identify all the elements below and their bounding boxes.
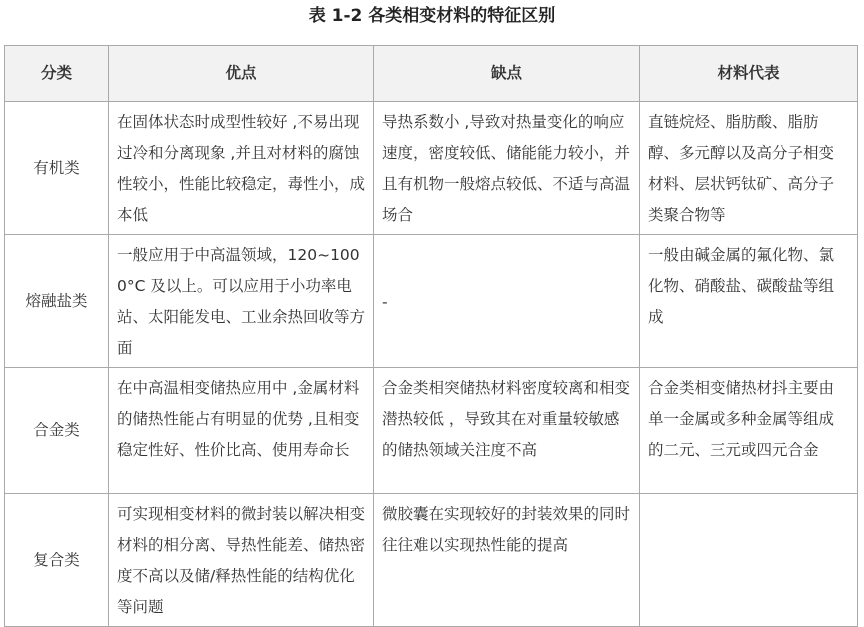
disadvantages-cell: 合金类相突储热材料密度较离和相变潜热较低 ，导致其在对重量较敏感的储热领域关注度不高 xyxy=(374,368,640,494)
category-cell: 合金类 xyxy=(5,368,109,494)
header-advantages: 优点 xyxy=(109,46,374,102)
table-row xyxy=(5,494,858,627)
materials-cell: 一般由碱金属的氟化物、氯化物、硝酸盐、碳酸盐等组成 xyxy=(640,235,858,368)
advantages-cell: 一般应用于中高温领域，120~1000°C 及以上。可以应用于小功率电站、太阳能发电、工业余热回收等方面 xyxy=(109,235,374,368)
table-header-row xyxy=(5,46,858,102)
category-cell: 熔融盐类 xyxy=(5,235,109,368)
disadvantages-cell: 导热系数小 ,导致对热量变化的响应速度，密度较低、储能能力较小，并且有机物一般熔点较低、不适与高温场合 xyxy=(374,102,640,235)
category-cell: 有机类 xyxy=(5,102,109,235)
header-materials: 材料代表 xyxy=(640,46,858,102)
table-row xyxy=(5,235,858,368)
header-disadvantages: 缺点 xyxy=(374,46,640,102)
category-cell: 复合类 xyxy=(5,494,109,627)
advantages-cell: 在固体状态时成型性较好 ,不易出现过冷和分离现象 ,并且对材料的腐蚀性较小，性能比较稳定，毒性小，成本低 xyxy=(109,102,374,235)
advantages-cell: 在中高温相变储热应用中 ,金属材料的储热性能占有明显的优势 ,且相变稳定性好、性价比高、使用寿命长 xyxy=(109,368,374,494)
materials-cell: 合金类相变储热材抖主要由单一金属或多种金属等组成的二元、三元或四元合金 xyxy=(640,368,858,494)
materials-cell: 直链烷烃、脂肪酸、脂肪醇、多元醇以及高分子相变材料、层状钙钛矿、高分子类聚合物等 xyxy=(640,102,858,235)
advantages-cell: 可实现相变材料的微封装以解决相变材料的相分离、导热性能差、储热密度不高以及储/释热性能的结构优化等问题 xyxy=(109,494,374,627)
header-category: 分类 xyxy=(5,46,109,102)
disadvantages-cell: - xyxy=(374,235,640,368)
table-row xyxy=(5,102,858,235)
table-row xyxy=(5,368,858,494)
disadvantages-cell: 微胶囊在实现较好的封装效果的同时往往难以实现热性能的提高 xyxy=(374,494,640,627)
phase-change-materials-table xyxy=(4,45,858,627)
table-caption: 表 1-2 各类相变材料的特征区别 xyxy=(308,6,556,26)
materials-cell xyxy=(640,494,858,627)
